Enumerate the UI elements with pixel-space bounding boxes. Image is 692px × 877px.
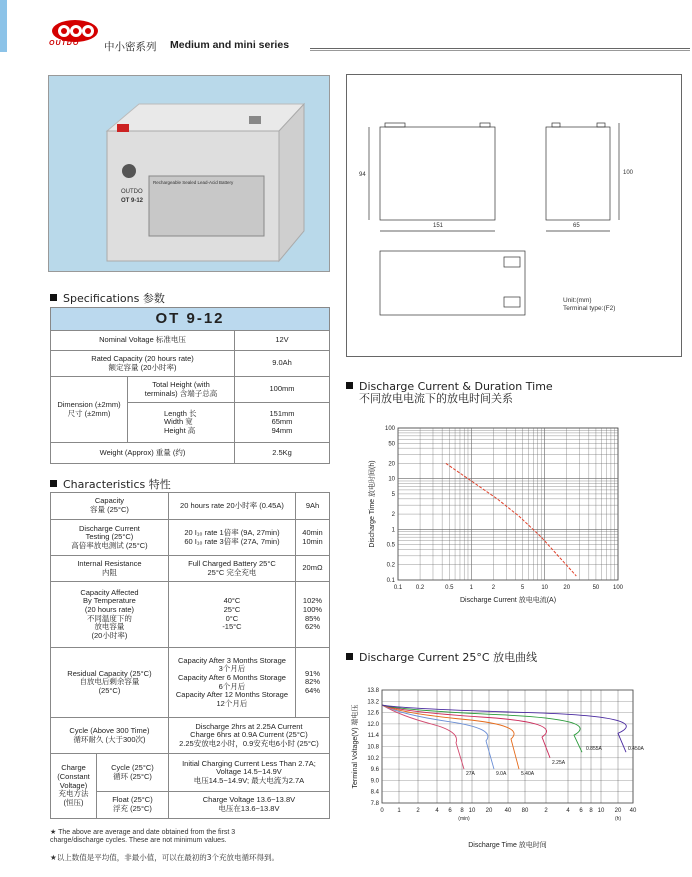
weight-value: 2.5Kg bbox=[235, 443, 330, 464]
cap-temp-cond-1: 25°C bbox=[223, 604, 241, 614]
nominal-voltage-label: Nominal Voltage 标准电压 bbox=[51, 331, 235, 351]
chart1-subtitle: 不同放电电流下的放电时间关系 bbox=[359, 391, 513, 405]
curve-label: 0.855A bbox=[586, 746, 602, 753]
residual-conditions bbox=[168, 648, 295, 718]
y-tick-label: 0.2 bbox=[386, 562, 395, 569]
residual-val-1: 82% bbox=[304, 677, 320, 687]
residual-label-line-1: 自放电后剩余容量 bbox=[79, 677, 140, 687]
ir-value: 20mΩ bbox=[296, 556, 330, 582]
cap-temp-label bbox=[51, 582, 169, 648]
product-photo bbox=[48, 75, 330, 272]
cycle-cond-3: 2.25安放电2小时，0.9安充电6小时 (25°C) bbox=[179, 738, 319, 748]
y-axis-label: Discharge Time 放电时间(h) bbox=[369, 460, 376, 548]
x-axis-label: Discharge Current 放电电流(A) bbox=[459, 597, 557, 604]
y-tick-label: 9.6 bbox=[370, 767, 379, 774]
specs-section-title: Specifications 参数 bbox=[50, 290, 165, 306]
total-height-value: 100mm bbox=[235, 377, 330, 403]
cap-temp-cond-3: -15°C bbox=[222, 622, 242, 632]
photo-label-model: OT 9-12 bbox=[121, 198, 144, 204]
residual-cond-4: Capacity After 12 Months Storage bbox=[175, 690, 289, 700]
residual-cond-1: 3个月后 bbox=[218, 664, 246, 674]
photo-label-title: Rechargeable Sealed Lead-Acid Battery bbox=[153, 180, 234, 185]
dim-width-label: 65 bbox=[573, 223, 580, 229]
y-tick-label: 50 bbox=[388, 441, 395, 448]
cap-temp-label-line-0: Capacity Affected bbox=[80, 587, 139, 597]
terminal-type-label: Terminal type:(F2) bbox=[563, 305, 616, 312]
x-tick-h: 2 bbox=[544, 808, 548, 814]
dct-label: Discharge Current bbox=[79, 523, 140, 533]
curve-label: 2.25A bbox=[552, 759, 566, 766]
x-tick-h: 8 bbox=[589, 808, 593, 814]
header-rule bbox=[310, 48, 690, 49]
series-title-en: Medium and mini series bbox=[170, 39, 290, 51]
capacity-label: Capacity bbox=[94, 496, 125, 506]
residual-cond-5: 12个月后 bbox=[216, 698, 248, 708]
x-tick-min: 1 bbox=[397, 808, 401, 814]
curve-label: 9.0A bbox=[496, 771, 507, 778]
residual-cond-2: Capacity After 6 Months Storage bbox=[177, 672, 286, 682]
x-tick-label: 0.2 bbox=[415, 585, 425, 591]
rated-capacity-label-cn: 额定容量 (20小时率) bbox=[108, 362, 177, 372]
x-tick-min: 8 bbox=[460, 808, 464, 814]
height-value: 94mm bbox=[271, 425, 293, 435]
width-value: 65mm bbox=[271, 417, 293, 427]
accent-strip bbox=[0, 0, 7, 52]
cap-temp-val-0: 102% bbox=[302, 596, 323, 606]
y-tick-label: 1 bbox=[391, 527, 395, 534]
dimension-label-cn: 尺寸 (±2mm) bbox=[67, 408, 111, 418]
x-tick-label: 0.1 bbox=[393, 585, 403, 591]
charge-label bbox=[51, 754, 97, 819]
charge-cycle-label-line-1: 循环 (25°C) bbox=[113, 771, 152, 781]
y-tick-label: 12.0 bbox=[367, 721, 379, 728]
cap-temp-label-line-4: 放电容量 bbox=[94, 622, 125, 632]
y-tick-label: 13.2 bbox=[367, 699, 379, 706]
residual-cond-3: 6个月后 bbox=[218, 681, 246, 691]
height-label: Height 高 bbox=[164, 425, 196, 435]
charge-float-label-line-1: 浮充 (25°C) bbox=[113, 804, 152, 813]
charge-cycle-cond-line-1: Voltage 14.5~14.9V bbox=[216, 767, 282, 777]
y-tick-label: 7.8 bbox=[370, 801, 379, 807]
ir-cond: Full Charged Battery 25°C bbox=[188, 558, 276, 568]
dimension-drawing bbox=[346, 74, 682, 357]
cap-temp-conditions bbox=[168, 582, 295, 648]
charge-float-label-line-0: Float (25°C) bbox=[112, 795, 153, 805]
x-tick-min: 2 bbox=[416, 808, 420, 814]
residual-cond-0: Capacity After 3 Months Storage bbox=[177, 655, 286, 665]
y-tick-label: 8.4 bbox=[370, 789, 379, 796]
cap-temp-val-1: 100% bbox=[302, 604, 323, 614]
curve-label: 27A bbox=[466, 771, 475, 778]
footnote-cn: ★以上数值是平均值，非最小值，可以在最初的3个充放电循环得到。 bbox=[50, 853, 279, 862]
dct-val-1: 40min bbox=[302, 527, 323, 537]
charge-cycle-condition bbox=[168, 754, 329, 792]
x-tick-label: 100 bbox=[612, 585, 624, 591]
charge-label-line-4: (恒压) bbox=[63, 797, 84, 807]
unit-label: Unit:(mm) bbox=[563, 297, 592, 304]
x-tick-label: 5 bbox=[520, 585, 525, 591]
footnote-en: ★ The above are average and date obtained from the first 3 charge/discharge cycles. These are not minimum values. bbox=[50, 829, 236, 845]
cap-temp-label-line-2: (20 hours rate) bbox=[84, 604, 135, 614]
charge-float-label bbox=[97, 792, 169, 819]
capacity-label-cn: 容量 (25°C) bbox=[90, 505, 129, 514]
y-tick-label: 13.8 bbox=[367, 688, 379, 694]
y-tick-label: 10 bbox=[388, 476, 395, 483]
residual-values bbox=[296, 648, 330, 718]
x-tick-h: 10 bbox=[597, 808, 605, 814]
charge-label-line-2: Voltage) bbox=[59, 780, 88, 790]
charge-cycle-label-line-0: Cycle (25°C) bbox=[111, 762, 154, 772]
x-tick-label: 10 bbox=[541, 585, 549, 591]
nominal-voltage-value: 12V bbox=[235, 331, 330, 351]
x-axis-label: Discharge Time 放电时间 bbox=[468, 842, 547, 849]
cap-temp-values bbox=[296, 582, 330, 648]
y-tick-label: 20 bbox=[388, 461, 395, 468]
dim-height-label: 94 bbox=[359, 172, 366, 178]
dim-total-height-label: 100 bbox=[623, 170, 634, 176]
x-tick-min: 40 bbox=[504, 808, 512, 814]
cap-temp-label-line-1: By Temperature bbox=[83, 596, 136, 606]
rated-capacity-value: 9.0Ah bbox=[235, 351, 330, 377]
header-rule-2 bbox=[310, 50, 690, 51]
x-tick-h: 20 bbox=[614, 808, 622, 814]
dct-cond-2: 60 I₁₀ rate 3倍率 (27A, 7min) bbox=[184, 536, 280, 546]
photo-label-brand: OUTDO bbox=[121, 189, 143, 195]
y-tick-label: 12.6 bbox=[367, 710, 379, 717]
rated-capacity-label: Rated Capacity (20 hours rate) bbox=[91, 353, 194, 363]
dct-cond-1: 20 I₁₀ rate 1倍率 (9A, 27min) bbox=[184, 527, 280, 537]
cycle-label: Cycle (Above 300 Time) bbox=[69, 725, 150, 735]
capacity-condition: 20 hours rate 20小时率 (0.45A) bbox=[168, 493, 295, 520]
total-height-label-2: terminals) 含端子总高 bbox=[144, 388, 218, 398]
cap-temp-cond-2: 0°C bbox=[225, 613, 239, 623]
x-tick-h-end: 40 bbox=[629, 808, 637, 814]
x-unit-h: (h) bbox=[614, 816, 622, 822]
discharge-curve-chart bbox=[346, 668, 682, 858]
x-tick-min: 20 bbox=[485, 808, 493, 814]
y-tick-label: 0.5 bbox=[386, 542, 395, 549]
charge-label-line-1: (Constant bbox=[57, 772, 90, 782]
residual-label-line-0: Residual Capacity (25°C) bbox=[67, 668, 152, 678]
charge-float-condition bbox=[168, 792, 329, 819]
series-title-cn: 中小密系列 bbox=[104, 41, 157, 53]
plot-frame bbox=[398, 428, 618, 580]
x-tick-min: 10 bbox=[468, 808, 476, 814]
charge-label-line-0: Charge bbox=[61, 763, 86, 773]
dim-length-label: 151 bbox=[433, 223, 444, 229]
x-tick-h: 4 bbox=[566, 808, 570, 814]
charge-cycle-cond-line-0: Initial Charging Current Less Than 2.7A; bbox=[182, 758, 316, 768]
residual-val-2: 64% bbox=[304, 685, 320, 695]
cap-temp-val-2: 85% bbox=[304, 613, 320, 623]
y-axis-label: Terminal Voltage(V) 端电压 bbox=[352, 704, 359, 789]
chart2-title: Discharge Current 25°C 放电曲线 bbox=[346, 649, 537, 665]
cycle-cond-1: Discharge 2hrs at 2.25A Current bbox=[195, 721, 303, 731]
total-height-label: Total Height (with bbox=[152, 379, 210, 389]
y-tick-label: 0.1 bbox=[386, 578, 395, 584]
y-tick-label: 2 bbox=[391, 512, 395, 519]
dct-label-2: Testing (25°C) bbox=[85, 532, 134, 542]
charge-cycle-cond-line-2: 电压14.5~14.9V; 最大电流为2.7A bbox=[193, 775, 305, 785]
x-tick-label: 1 bbox=[469, 585, 474, 591]
width-label: Width 宽 bbox=[164, 417, 193, 427]
y-tick-label: 9.0 bbox=[370, 778, 379, 785]
curve-label: 5.40A bbox=[521, 771, 535, 778]
x-tick-min: 0 bbox=[380, 808, 384, 814]
weight-label: Weight (Approx) 重量 (约) bbox=[51, 443, 235, 464]
length-value: 151mm bbox=[269, 408, 295, 418]
y-tick-label: 11.4 bbox=[367, 733, 379, 740]
cap-temp-label-line-3: 不同温度下的 bbox=[86, 613, 132, 623]
x-tick-min: 80 bbox=[521, 808, 529, 814]
y-tick-label: 5 bbox=[391, 491, 395, 498]
ir-cond-cn: 25°C 完全充电 bbox=[207, 567, 257, 577]
dct-label-cn: 高倍率放电测试 (25°C) bbox=[71, 540, 148, 550]
ir-label-cn: 内阻 bbox=[101, 567, 117, 577]
dimension-label: Dimension (±2mm) bbox=[57, 399, 121, 409]
x-tick-label: 2 bbox=[491, 585, 496, 591]
charge-float-cond-line-0: Charge Voltage 13.6~13.8V bbox=[202, 795, 296, 805]
x-tick-label: 0.5 bbox=[445, 585, 454, 591]
residual-label bbox=[51, 648, 169, 718]
chart1-title: Discharge Current & Duration Time 不同放电电流下的放电时间关系 bbox=[346, 381, 553, 404]
residual-label-line-2: (25°C) bbox=[98, 685, 121, 695]
model-name: OT 9-12 bbox=[51, 308, 330, 331]
cap-temp-val-3: 62% bbox=[304, 622, 320, 632]
dct-val-2: 10min bbox=[302, 536, 323, 546]
y-tick-label: 10.8 bbox=[367, 744, 379, 751]
characteristics-table bbox=[50, 492, 330, 819]
cycle-label-cn: 循环耐久 (大于300次) bbox=[73, 734, 146, 744]
curve-label: 0.450A bbox=[628, 746, 644, 753]
discharge-duration-chart bbox=[346, 410, 682, 630]
capacity-value: 9Ah bbox=[296, 493, 330, 520]
ir-label: Internal Resistance bbox=[77, 558, 142, 568]
logo-text: OUTDO bbox=[49, 40, 80, 47]
x-tick-label: 20 bbox=[563, 585, 571, 591]
y-tick-label: 10.2 bbox=[367, 755, 379, 762]
charge-float-cond-line-1: 电压在13.6~13.8V bbox=[218, 804, 280, 813]
cap-temp-label-line-5: (20小时率) bbox=[91, 630, 128, 640]
x-tick-min: 6 bbox=[448, 808, 452, 814]
characteristics-section-title: Characteristics 特性 bbox=[50, 476, 171, 492]
y-tick-label: 100 bbox=[384, 426, 395, 432]
x-tick-h: 6 bbox=[579, 808, 583, 814]
charge-label-line-3: 充电方法 bbox=[58, 789, 89, 799]
x-unit-min: (min) bbox=[458, 816, 470, 822]
specs-table bbox=[50, 307, 330, 464]
x-tick-label: 50 bbox=[592, 585, 600, 591]
residual-val-0: 91% bbox=[304, 668, 320, 678]
cap-temp-cond-0: 40°C bbox=[223, 596, 241, 606]
cycle-cond-2: Charge 6hrs at 0.9A Current (25°C) bbox=[190, 730, 308, 740]
x-tick-min: 4 bbox=[435, 808, 439, 814]
length-label: Length 长 bbox=[164, 408, 197, 418]
charge-cycle-label bbox=[97, 754, 169, 792]
